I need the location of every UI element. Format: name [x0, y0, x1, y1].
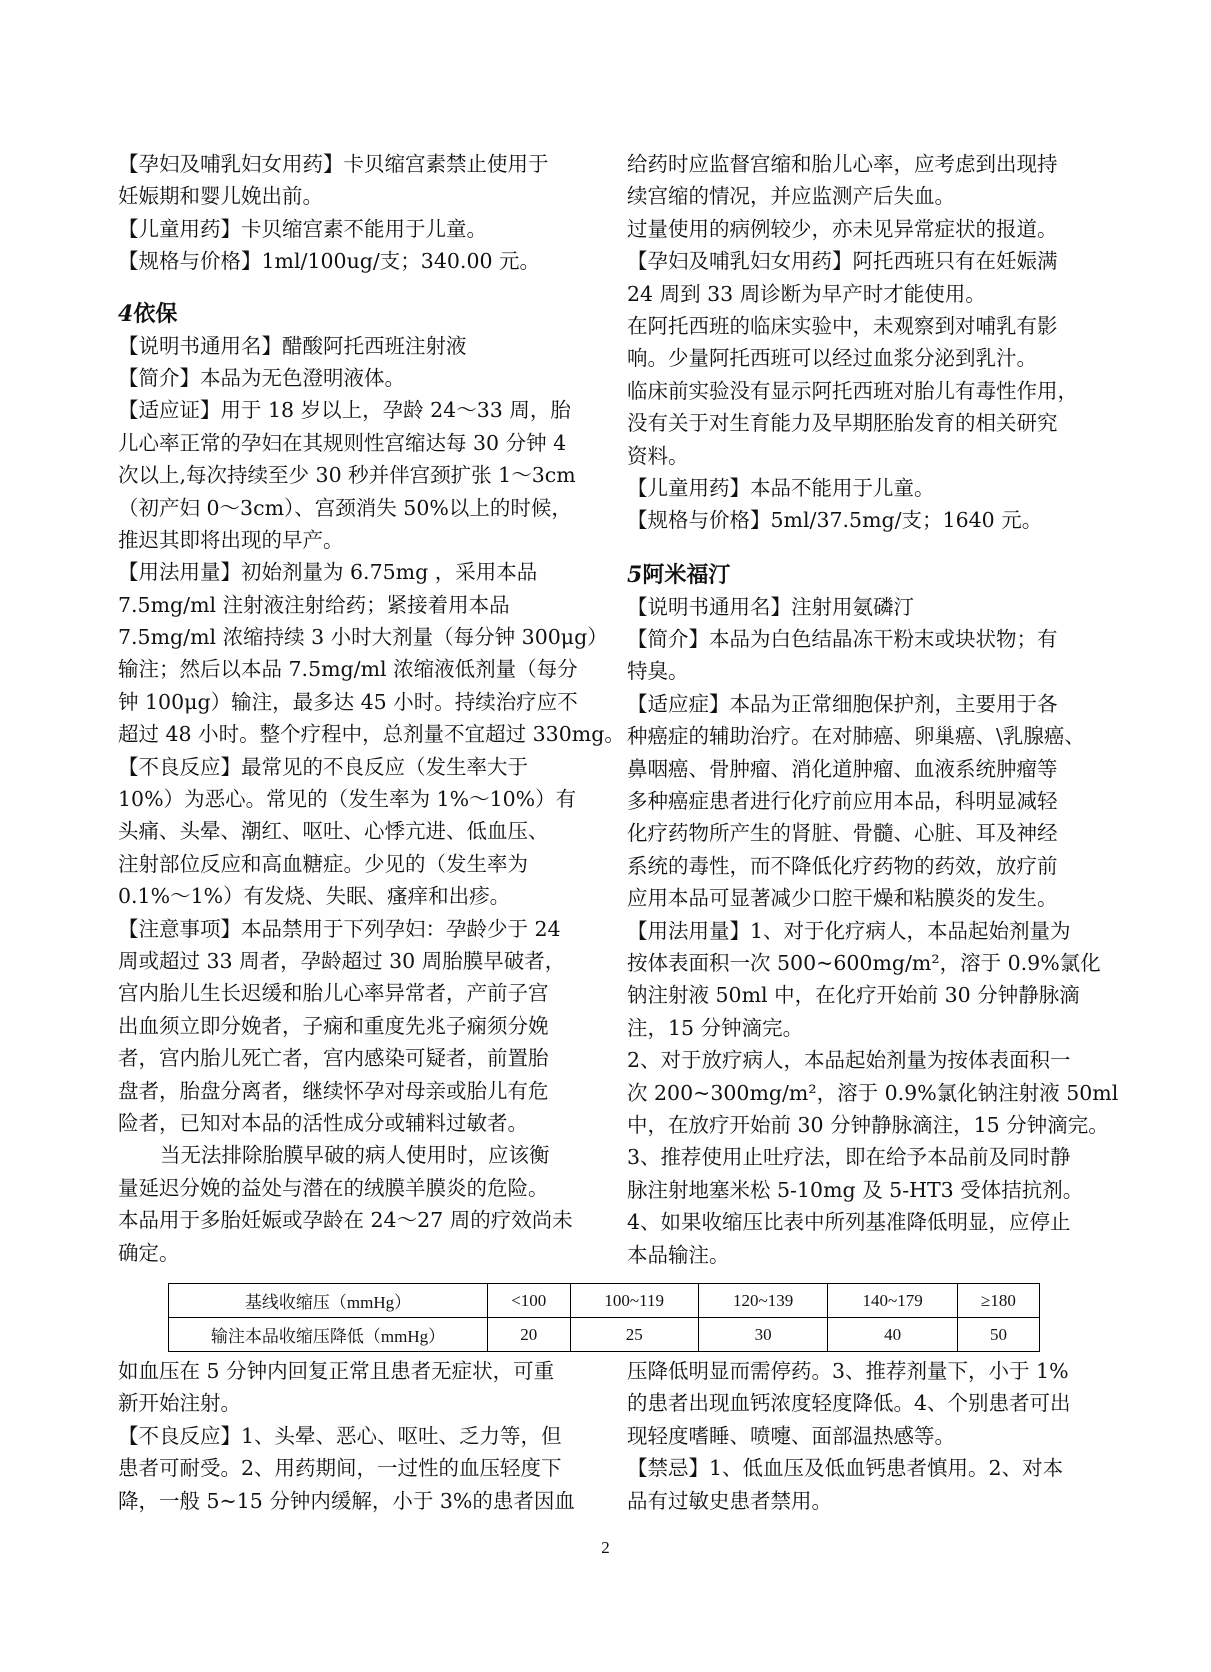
- table-cell: 25: [570, 1318, 698, 1352]
- text-line: 响。少量阿托西班可以经过血浆分泌到乳汁。: [627, 346, 1037, 371]
- text-line: 注，15 分钟滴完。: [627, 1015, 804, 1040]
- text-line: 患者可耐受。2、用药期间，一过性的血压轻度下: [118, 1456, 562, 1481]
- table-row: [169, 1318, 1040, 1352]
- text-line: 盘者，胎盘分离者，继续怀孕对母亲或胎儿有危: [118, 1078, 549, 1103]
- text-line: 【不良反应】最常见的不良反应（发生率大于: [118, 754, 528, 779]
- table-cell: 50: [957, 1318, 1039, 1352]
- text-line: 应用本品可显著减少口腔干燥和粘膜炎的发生。: [627, 886, 1058, 911]
- text-line: 【说明书通用名】醋酸阿托西班注射液: [118, 333, 467, 358]
- text-line: 3、推荐使用止吐疗法，即在给予本品前及同时静: [627, 1145, 1071, 1170]
- text-line: 如血压在 5 分钟内回复正常且患者无症状，可重: [118, 1359, 555, 1383]
- section-title: 阿米福汀: [642, 561, 731, 588]
- text-line: 现轻度嗜睡、喷嚏、面部温热感等。: [627, 1423, 955, 1448]
- table-cell: 100~119: [570, 1284, 698, 1318]
- text-line: 续宫缩的情况，并应监测产后失血。: [627, 184, 955, 209]
- text-line: 注射部位反应和高血糖症。少见的（发生率为: [118, 851, 528, 876]
- section-number: 5: [627, 561, 641, 588]
- text-line: 【适应证】用于 18 岁以上，孕龄 24～33 周，胎: [118, 398, 571, 423]
- text-line: 当无法排除胎膜早破的病人使用时，应该衡: [160, 1143, 550, 1168]
- text-line: 新开始注射。: [118, 1391, 241, 1416]
- section-number: 4: [118, 300, 132, 327]
- table-cell: ≥180: [957, 1284, 1039, 1318]
- table-cell: 120~139: [698, 1284, 828, 1318]
- text-line: 品有过敏史患者禁用。: [627, 1488, 832, 1513]
- text-line: 特臭。: [627, 659, 689, 684]
- text-line: 宫内胎儿生长迟缓和胎儿心率异常者，产前子宫: [118, 981, 549, 1006]
- text-line: 周或超过 33 周者，孕龄超过 30 周胎膜早破者，: [118, 948, 566, 973]
- text-line: 2、对于放疗病人，本品起始剂量为按体表面积一: [627, 1048, 1071, 1073]
- text-line: 【说明书通用名】注射用氨磷汀: [627, 594, 914, 619]
- text-line: 【规格与价格】1ml/100ug/支；340.00 元。: [118, 249, 541, 274]
- right-column: [627, 148, 1119, 1271]
- table-cell: <100: [488, 1284, 571, 1318]
- text-line: 【用法用量】初始剂量为 6.75mg ，采用本品: [118, 560, 538, 585]
- table-cell: 40: [828, 1318, 958, 1352]
- text-line: 降，一般 5~15 分钟内缓解，小于 3%的患者因血: [118, 1488, 575, 1513]
- text-line: 【适应症】本品为正常细胞保护剂，主要用于各: [627, 691, 1058, 716]
- table-cell: 140~179: [828, 1284, 958, 1318]
- bottom-left-column: [118, 1355, 588, 1517]
- text-line: 次以上,每次持续至少 30 秒并伴宫颈扩张 1～3cm: [118, 463, 576, 488]
- text-line: 确定。: [118, 1240, 180, 1265]
- text-line: 输注；然后以本品 7.5mg/ml 浓缩液低剂量（每分: [118, 657, 578, 682]
- text-line: 7.5mg/ml 浓缩持续 3 小时大剂量（每分钟 300μg）: [118, 625, 608, 650]
- text-line: 次 200~300mg/m²，溶于 0.9%氯化钠注射液 50ml: [627, 1080, 1119, 1105]
- text-line: 【简介】本品为白色结晶冻干粉末或块状物；有: [627, 627, 1058, 652]
- text-line: 头痛、头晕、潮红、呕吐、心悸亢进、低血压、: [118, 819, 549, 844]
- text-line: 出血须立即分娩者，子痫和重度先兆子痫须分娩: [118, 1013, 549, 1038]
- text-line: 【禁忌】1、低血压及低血钙患者慎用。2、对本: [627, 1456, 1064, 1481]
- text-line: （初产妇 0～3cm）、宫颈消失 50%以上的时候，: [118, 495, 572, 520]
- text-line: 资料。: [627, 443, 689, 468]
- section-title: 依保: [133, 300, 178, 327]
- text-line: 【儿童用药】本品不能用于儿童。: [627, 475, 935, 500]
- text-line: 钠注射液 50ml 中，在化疗开始前 30 分钟静脉滴: [627, 983, 1080, 1008]
- text-line: 10%）为恶心。常见的（发生率为 1%～10%）有: [118, 787, 577, 812]
- text-line: 过量使用的病例较少，亦未见异常症状的报道。: [627, 216, 1058, 241]
- text-line: 量延迟分娩的益处与潜在的绒膜羊膜炎的危险。: [118, 1175, 549, 1200]
- text-line: 的患者出现血钙浓度轻度降低。4、个别患者可出: [627, 1391, 1071, 1416]
- text-line: 推迟其即将出现的早产。: [118, 527, 344, 552]
- bottom-right-column: [627, 1355, 1097, 1517]
- text-line: 没有关于对生育能力及早期胚胎发育的相关研究: [627, 411, 1058, 436]
- table-row: [169, 1284, 1040, 1318]
- table-cell: 20: [488, 1318, 571, 1352]
- left-column: [118, 148, 625, 1269]
- text-line: 鼻咽癌、骨肿瘤、消化道肿瘤、血液系统肿瘤等: [627, 756, 1058, 781]
- text-line: 脉注射地塞米松 5-10mg 及 5-HT3 受体拮抗剂。: [627, 1177, 1084, 1202]
- text-line: 系统的毒性，而不降低化疗药物的药效，放疗前: [627, 853, 1058, 878]
- text-line: 险者，已知对本品的活性成分或辅料过敏者。: [118, 1110, 528, 1135]
- text-line: 0.1%～1%）有发烧、失眠、瘙痒和出疹。: [118, 884, 511, 909]
- text-line: 【孕妇及哺乳妇女用药】阿托西班只有在妊娠满: [627, 249, 1058, 274]
- text-line: 【简介】本品为无色澄明液体。: [118, 365, 405, 390]
- text-line: 临床前实验没有显示阿托西班对胎儿有毒性作用，: [627, 378, 1078, 403]
- section-heading-4: [118, 298, 588, 330]
- text-line: 7.5mg/ml 注射液注射给药；紧接着用本品: [118, 592, 510, 617]
- text-line: 钟 100μg）输注，最多达 45 小时。持续治疗应不: [118, 689, 578, 714]
- text-line: 【儿童用药】卡贝缩宫素不能用于儿童。: [118, 216, 487, 241]
- blood-pressure-table: [168, 1283, 1040, 1352]
- text-line: 压降低明显而需停药。3、推荐剂量下，小于 1%: [627, 1359, 1069, 1383]
- table-cell-label: 输注本品收缩压降低（mmHg）: [169, 1318, 488, 1352]
- table-cell: 30: [698, 1318, 828, 1352]
- table-cell-label: 基线收缩压（mmHg）: [169, 1284, 488, 1318]
- text-line: 【规格与价格】5ml/37.5mg/支；1640 元。: [627, 508, 1043, 533]
- text-line: 本品用于多胎妊娠或孕龄在 24～27 周的疗效尚未: [118, 1208, 573, 1233]
- text-line: 化疗药物所产生的肾脏、骨髓、心脏、耳及神经: [627, 821, 1058, 846]
- text-line: 本品输注。: [627, 1242, 730, 1267]
- text-line: 儿心率正常的孕妇在其规则性宫缩达每 30 分钟 4: [118, 430, 567, 455]
- text-line: 多种癌症患者进行化疗前应用本品，科明显减轻: [627, 789, 1058, 814]
- text-line: 妊娠期和婴儿娩出前。: [118, 184, 323, 209]
- text-line: 【注意事项】本品禁用于下列孕妇：孕龄少于 24: [118, 916, 561, 941]
- section-heading-5: [627, 559, 1097, 591]
- text-line: 【孕妇及哺乳妇女用药】卡贝缩宫素禁止使用于: [118, 152, 549, 176]
- text-line: 按体表面积一次 500~600mg/m²，溶于 0.9%氯化: [627, 950, 1101, 975]
- text-line: 超过 48 小时。整个疗程中，总剂量不宜超过 330mg。: [118, 722, 625, 747]
- text-line: 24 周到 33 周诊断为早产时才能使用。: [627, 281, 986, 306]
- page-number: 2: [601, 1538, 610, 1557]
- text-line: 中，在放疗开始前 30 分钟静脉滴注，15 分钟滴完。: [627, 1112, 1109, 1137]
- text-line: 种癌症的辅助治疗。在对肺癌、卵巢癌、\乳腺癌、: [627, 724, 1085, 749]
- text-line: 【不良反应】1、头晕、恶心、呕吐、乏力等，但: [118, 1423, 562, 1448]
- text-line: 【用法用量】1、对于化疗病人，本品起始剂量为: [627, 918, 1071, 943]
- text-line: 4、如果收缩压比表中所列基准降低明显，应停止: [627, 1210, 1071, 1235]
- text-line: 者，宫内胎儿死亡者，宫内感染可疑者，前置胎: [118, 1046, 549, 1071]
- text-line: 给药时应监督宫缩和胎儿心率，应考虑到出现持: [627, 152, 1058, 176]
- text-line: 在阿托西班的临床实验中，未观察到对哺乳有影: [627, 313, 1058, 338]
